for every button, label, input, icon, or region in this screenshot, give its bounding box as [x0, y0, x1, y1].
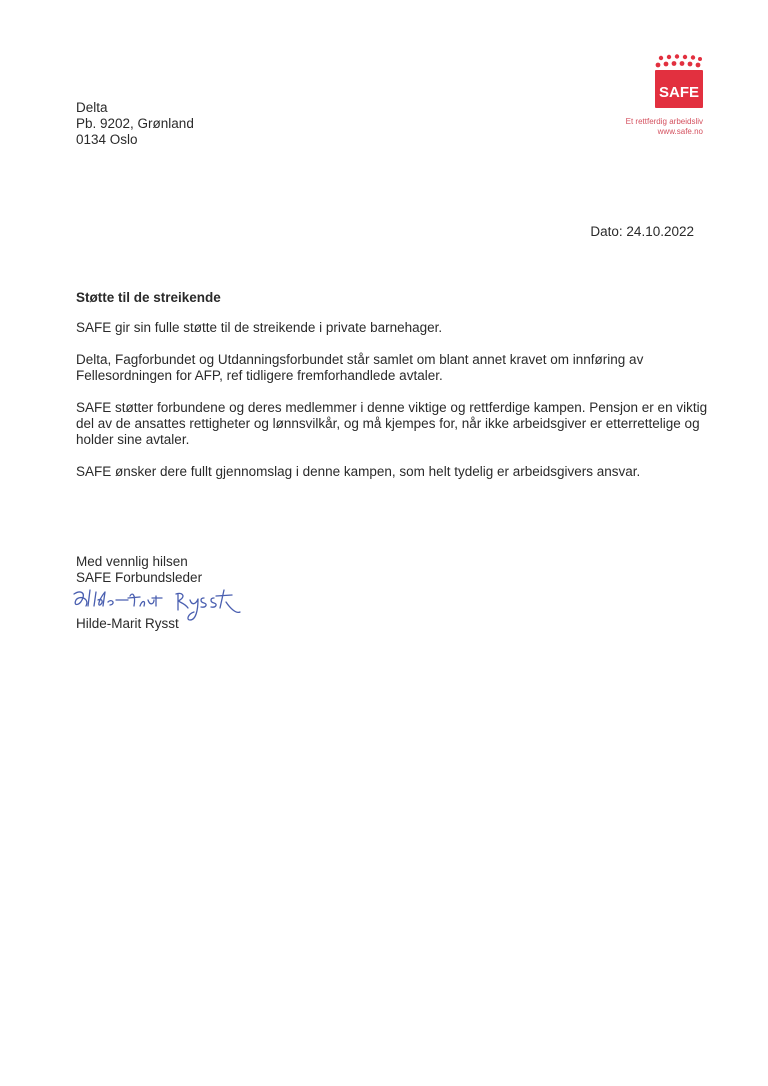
logo-text: SAFE	[658, 84, 700, 101]
signer-name: Hilde-Marit Rysst	[76, 616, 179, 631]
closing-greeting: Med vennlig hilsen	[76, 554, 188, 569]
recipient-address	[76, 100, 194, 148]
recipient-po-box: Pb. 9202, Grønland	[76, 116, 194, 131]
closing-role: SAFE Forbundsleder	[76, 570, 203, 585]
recipient-name: Delta	[76, 100, 108, 115]
letter-date: Dato: 24.10.2022	[590, 224, 694, 239]
paragraph-4: SAFE ønsker dere fullt gjennomslag i denne kampen, som helt tydelig er arbeidsgivers ansvar.	[76, 464, 641, 479]
letter-body	[76, 320, 716, 496]
logo-tagline: Et rettferdig arbeidsliv	[625, 117, 703, 126]
closing-block	[76, 554, 202, 586]
letter-title: Støtte til de streikende	[76, 290, 221, 305]
logo-website: www.safe.no	[657, 127, 703, 136]
safe-logo-icon	[655, 54, 703, 108]
paragraph-1: SAFE gir sin fulle støtte til de streikende i private barnehager.	[76, 320, 443, 335]
recipient-postal: 0134 Oslo	[76, 132, 138, 147]
safe-logo	[655, 54, 703, 108]
paragraph-3: SAFE støtter forbundene og deres medlemmer i denne viktige og rettferdige kampen. Pensjon er en viktig del av de ansattes rettigheter og lønnsvilkår, og må kjempes for, når ikke arbeidsgiver er etterrettelige og holder sine avtaler.	[76, 400, 708, 447]
paragraph-2: Delta, Fagforbundet og Utdanningsforbundet står samlet om blant annet kravet om innføring av Fellesordningen for AFP, ref tidligere fremforhandlede avtaler.	[76, 352, 644, 383]
logo-tagline-block	[626, 117, 703, 137]
